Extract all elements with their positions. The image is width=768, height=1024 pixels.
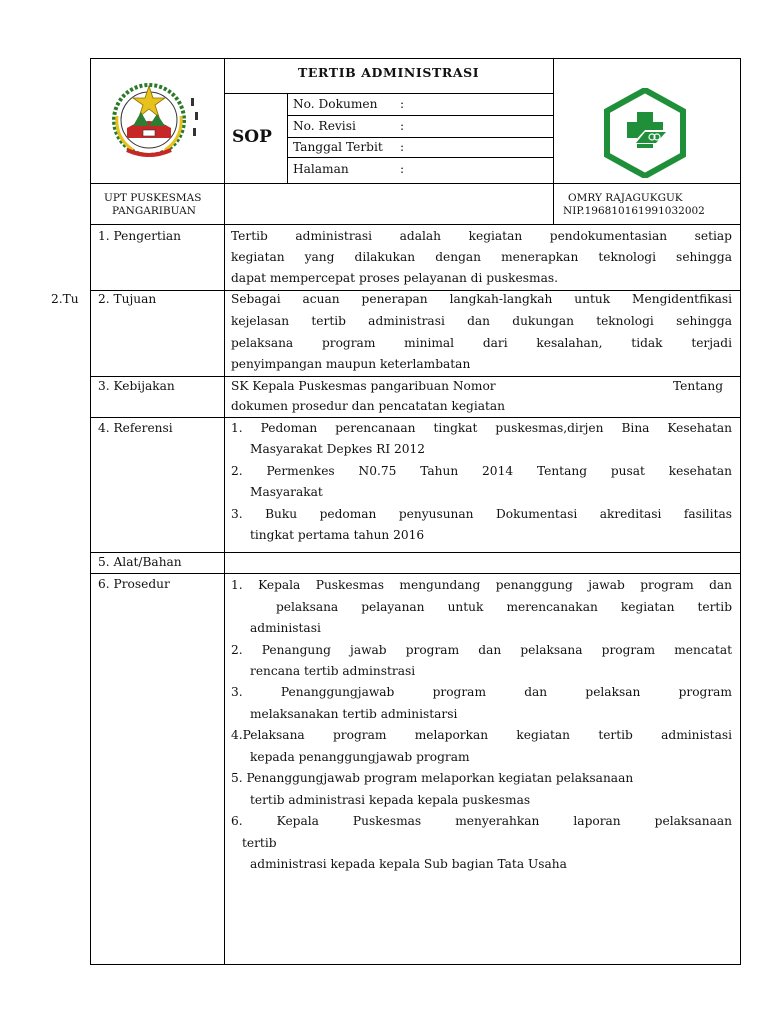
field-halaman-label: Halaman: [293, 162, 349, 176]
prosedur-line: rencana tertib adminstrasi: [250, 664, 416, 678]
referensi-line: 3. Buku pedoman penyusunan Dokumentasi akreditasi fasilitas: [231, 507, 732, 521]
prosedur-line: melaksanakan tertib administarsi: [250, 707, 458, 721]
field-no-dokumen-sep: :: [400, 97, 405, 111]
field-no-revisi-sep: :: [400, 119, 405, 133]
title-row-divider: [224, 93, 554, 94]
field-divider-2: [287, 137, 554, 138]
kebijakan-line1-left: SK Kepala Puskesmas pangaribuan Nomor: [231, 379, 496, 393]
signer-name: OMRY RAJAGUKGUK: [568, 192, 683, 204]
tujuan-line: Sebagai acuan penerapan langkah-langkah untuk Mengidentfikasi: [231, 292, 732, 306]
field-divider-3: [287, 157, 554, 158]
row-divider-tujuan: [90, 290, 741, 291]
row-divider-alat: [90, 552, 741, 553]
header-bottom-divider: [90, 183, 741, 184]
pengertian-line: dapat mempercepat proses pelayanan di puskesmas.: [231, 271, 558, 285]
row-divider-kebijakan: [90, 376, 741, 377]
field-tanggal-terbit-sep: :: [400, 140, 405, 154]
kebijakan-line1-right: Tentang: [673, 379, 724, 393]
referensi-line: Masyarakat Depkes RI 2012: [250, 442, 426, 456]
org-row-divider: [90, 224, 741, 225]
field-halaman-sep: :: [400, 162, 405, 176]
org-name-line1: UPT PUSKESMAS: [104, 192, 202, 204]
org-name-line2: PANGARIBUAN: [112, 205, 196, 217]
table-border-top: [90, 58, 741, 59]
prosedur-line: pelaksana pelayanan untuk merencanakan kegiatan tertib: [276, 600, 732, 614]
tujuan-line: pelaksana program minimal dari kesalahan, tidak terjadi: [231, 336, 732, 350]
tujuan-line: penyimpangan maupun keterlambatan: [231, 357, 471, 371]
prosedur-line: 5. Penanggungjawab program melaporkan kegiatan pelaksanaan: [231, 771, 634, 785]
section-label-pengertian: 1. Pengertian: [98, 229, 181, 243]
prosedur-line: 1. Kepala Puskesmas mengundang penanggung jawab program dan: [231, 578, 732, 592]
section-label-kebijakan: 3. Kebijakan: [98, 379, 175, 393]
referensi-line: 2. Permenkes N0.75 Tahun 2014 Tentang pusat kesehatan: [231, 464, 732, 478]
row-divider-prosedur: [90, 573, 741, 574]
prosedur-line: administrasi kepada kepala Sub bagian Tata Usaha: [250, 857, 567, 871]
referensi-line: Masyarakat: [250, 485, 323, 499]
section-label-alat-bahan: 5. Alat/Bahan: [98, 555, 182, 569]
section-label-prosedur: 6. Prosedur: [98, 577, 170, 591]
sop-label: SOP: [232, 127, 272, 147]
referensi-line: tingkat pertama tahun 2016: [250, 528, 425, 542]
column-divider-right: [553, 58, 554, 224]
regional-emblem-logo: [103, 76, 207, 162]
puskesmas-logo: [600, 88, 690, 178]
margin-note: 2.Tu: [51, 292, 79, 306]
field-no-dokumen-label: No. Dokumen: [293, 97, 378, 111]
table-border-bottom: [90, 964, 741, 965]
prosedur-line: 6. Kepala Puskesmas menyerahkan laporan pelaksanaan: [231, 814, 732, 828]
prosedur-line: administasi: [250, 621, 321, 635]
table-border-left: [90, 58, 91, 965]
prosedur-line: tertib administrasi kepada kepala puskesmas: [250, 793, 531, 807]
column-divider-left: [224, 58, 225, 965]
section-label-referensi: 4. Referensi: [98, 421, 173, 435]
pengertian-line: Tertib administrasi adalah kegiatan pendokumentasian setiap: [231, 229, 732, 243]
tujuan-line: kejelasan tertib administrasi dan dukungan teknologi sehingga: [231, 314, 732, 328]
signer-nip: NIP.196810161991032002: [563, 205, 705, 217]
table-border-right: [740, 58, 741, 965]
section-label-tujuan: 2. Tujuan: [98, 292, 157, 306]
field-no-revisi-label: No. Revisi: [293, 119, 356, 133]
field-tanggal-terbit-label: Tanggal Terbit: [293, 140, 383, 154]
row-divider-referensi: [90, 417, 741, 418]
prosedur-line: 4.Pelaksana program melaporkan kegiatan tertib administasi: [231, 728, 732, 742]
kebijakan-line2: dokumen prosedur dan pencatatan kegiatan: [231, 399, 506, 413]
field-divider-1: [287, 115, 554, 116]
prosedur-line: 2. Penangung jawab program dan pelaksana program mencatat: [231, 643, 732, 657]
pengertian-line: kegiatan yang dilakukan dengan menerapkan teknologi sehingga: [231, 250, 732, 264]
referensi-line: 1. Pedoman perencanaan tingkat puskesmas,dirjen Bina Kesehatan: [231, 421, 732, 435]
prosedur-line: tertib: [242, 836, 277, 850]
prosedur-line: 3. Penanggungjawab program dan pelaksan program: [231, 685, 732, 699]
sop-divider: [287, 93, 288, 183]
document-title: TERTIB ADMINISTRASI: [298, 65, 480, 80]
prosedur-line: kepada penanggungjawab program: [250, 750, 470, 764]
